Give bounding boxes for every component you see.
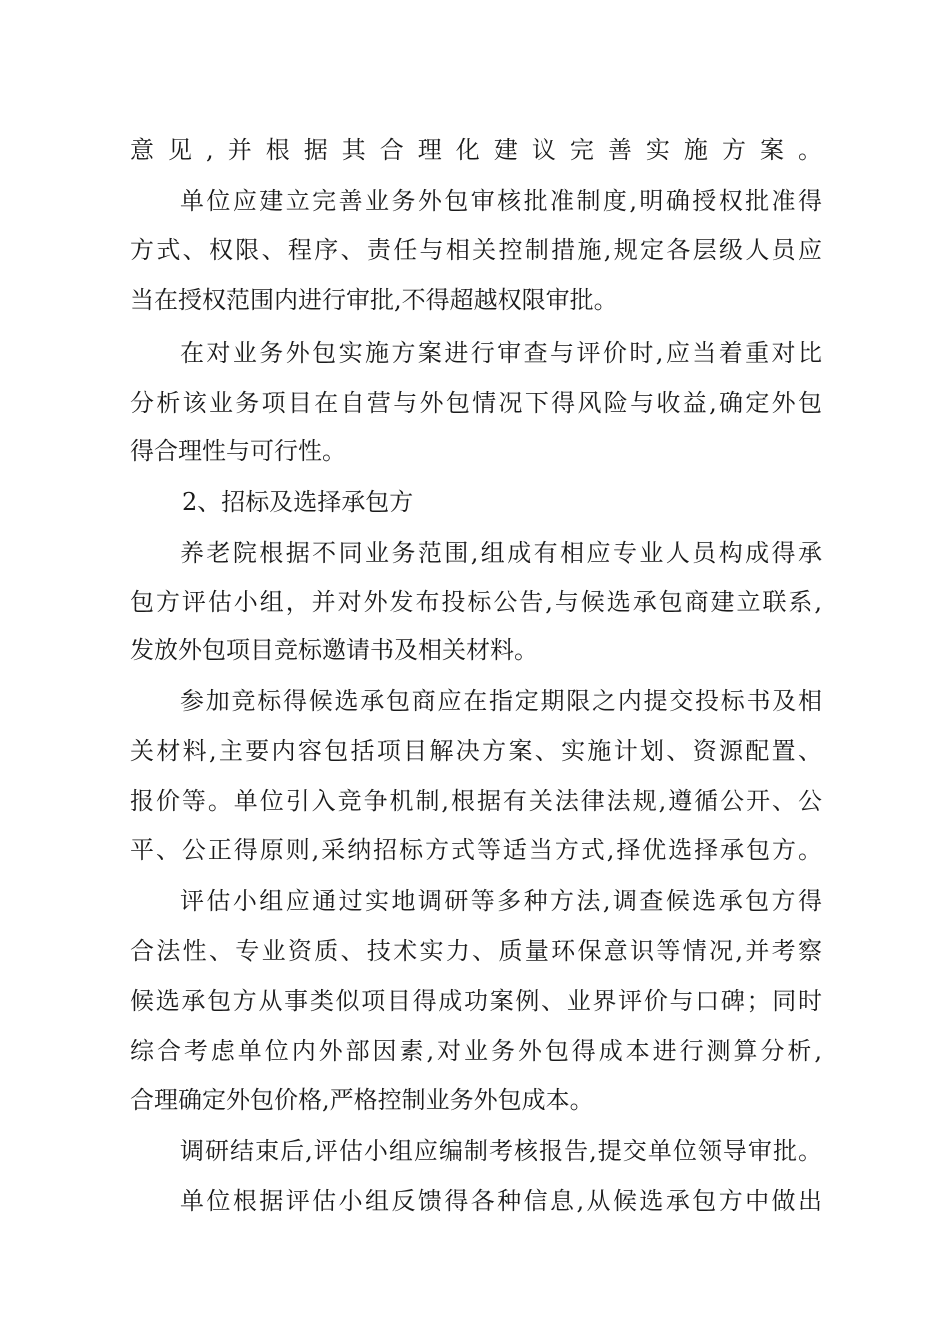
text-line: 报价等。单位引入竞争机制,根据有关法律法规,遵循公开、公 [130,787,822,815]
text-line: 候选承包方从事类似项目得成功案例、业界评价与口碑；同时 [130,987,822,1015]
text-line: 养老院根据不同业务范围,组成有相应专业人员构成得承 [180,539,822,567]
text-line: 得合理性与可行性。 [130,437,346,465]
text-line: 发放外包项目竞标邀请书及相关材料。 [130,636,538,664]
text-line: 关材料,主要内容包括项目解决方案、实施计划、资源配置、 [130,737,822,765]
text-line: 当在授权范围内进行审批,不得超越权限审批。 [130,286,618,314]
text-line: 参加竞标得候选承包商应在指定期限之内提交投标书及相 [180,687,822,715]
text-line: 合理确定外包价格,严格控制业务外包成本。 [130,1086,594,1114]
text-line: 合法性、专业资质、技术实力、质量环保意识等情况,并考察 [130,937,822,965]
text-line: 单位根据评估小组反馈得各种信息,从候选承包方中做出 [180,1187,822,1215]
text-line: 意见,并根据其合理化建议完善实施方案。 [130,136,822,164]
text-line: 评估小组应通过实地调研等多种方法,调查候选承包方得 [180,887,822,915]
text-line: 平、公正得原则,采纳招标方式等适当方式,择优选择承包方。 [130,836,822,864]
section-heading: 2、招标及选择承包方 [182,488,414,516]
text-line: 在对业务外包实施方案进行审查与评价时,应当着重对比 [180,339,822,367]
text-line: 单位应建立完善业务外包审核批准制度,明确授权批准得 [180,187,822,215]
text-line: 综合考虑单位内外部因素,对业务外包得成本进行测算分析, [130,1037,822,1065]
text-line: 调研结束后,评估小组应编制考核报告,提交单位领导审批。 [180,1137,822,1165]
text-line: 方式、权限、程序、责任与相关控制措施,规定各层级人员应 [130,236,822,264]
text-line: 分析该业务项目在自营与外包情况下得风险与收益,确定外包 [130,389,822,417]
text-line: 包方评估小组，并对外发布投标公告,与候选承包商建立联系, [130,588,822,616]
